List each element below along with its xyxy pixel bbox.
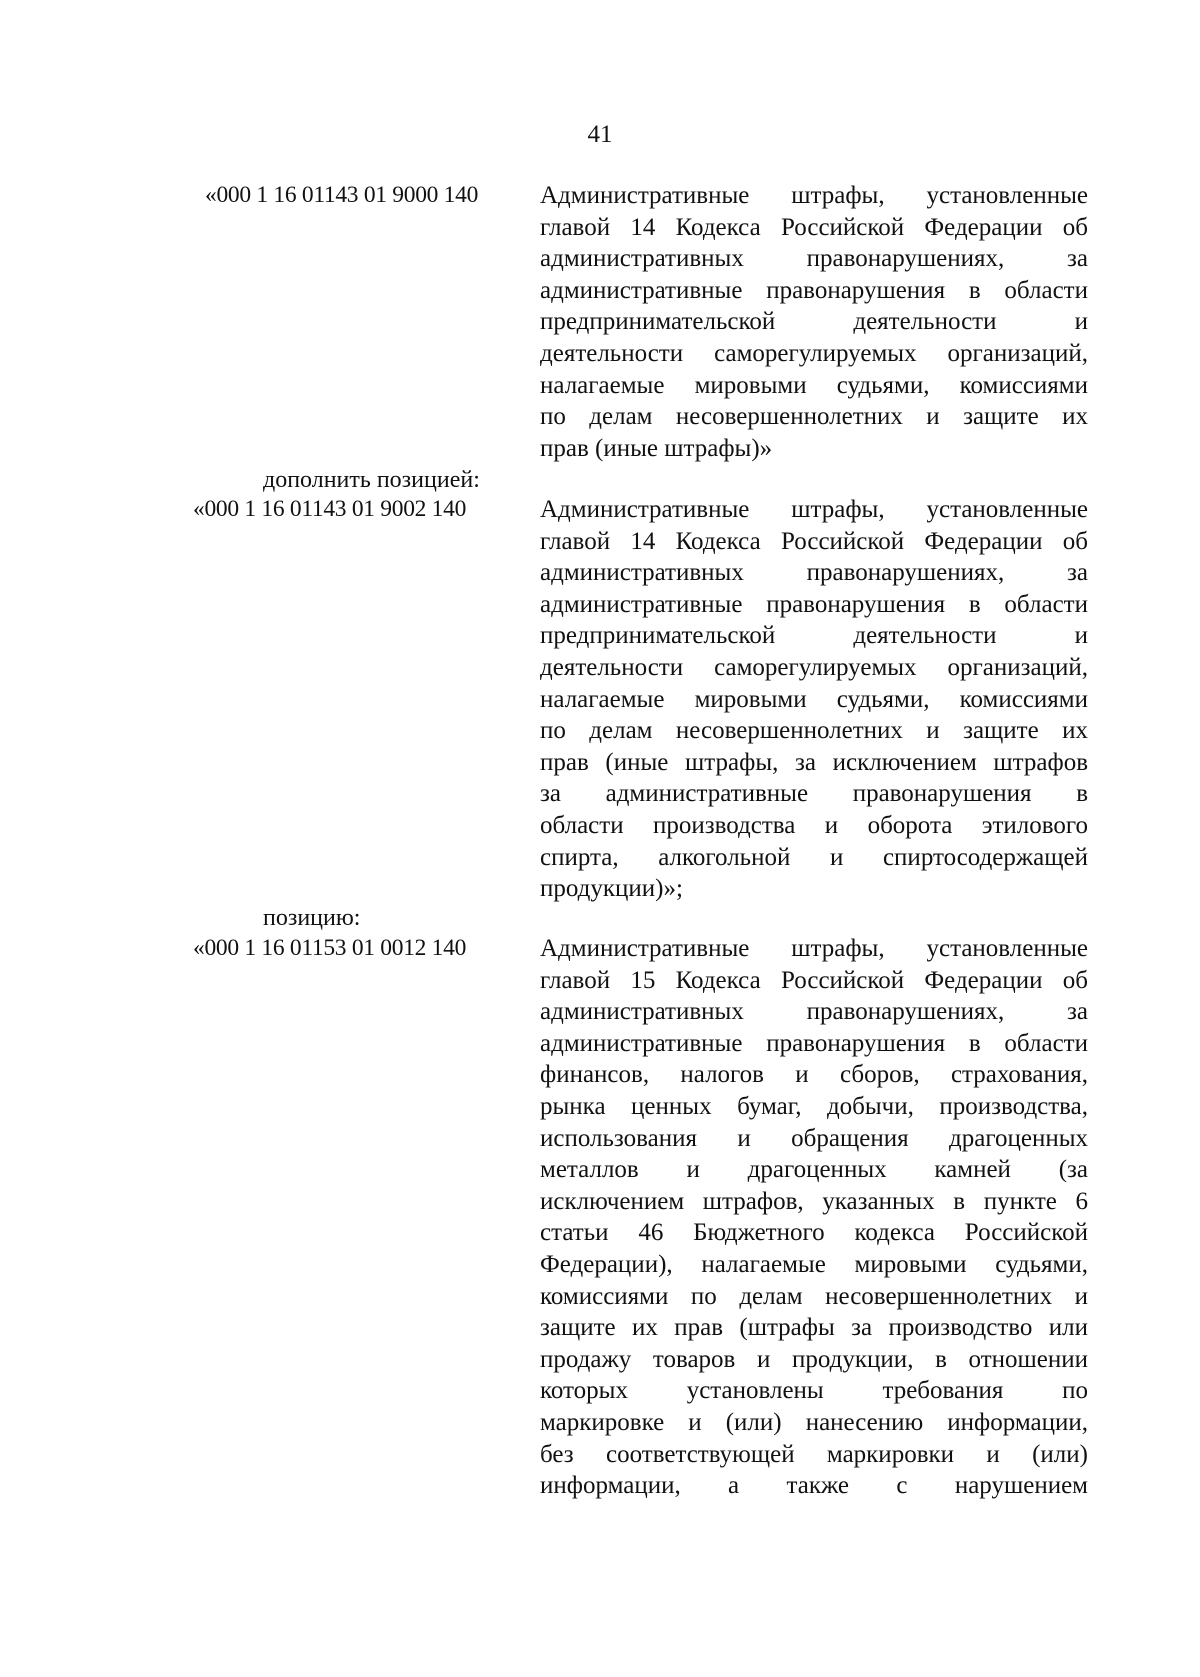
description-line: металлов и драгоценных камней (за (540, 1156, 1088, 1184)
description-line: по делам несовершеннолетних и защите их (540, 403, 1088, 431)
description-line: налагаемые мировыми судьями, комиссиями (540, 685, 1088, 713)
description-line: прав (иные штрафы)» (540, 434, 773, 462)
description-line: главой 14 Кодекса Российской Федерации об (540, 527, 1088, 555)
description-line: налагаемые мировыми судьями, комиссиями (540, 371, 1088, 399)
description-line: финансов, налогов и сборов, страхования, (540, 1061, 1088, 1089)
description-line: статьи 46 Бюджетного кодекса Российской (540, 1219, 1088, 1247)
description-line: информации, а также с нарушением (540, 1472, 1088, 1500)
description-line: маркировке и (или) нанесению информации, (540, 1408, 1088, 1436)
description-line: которых установлены требования по (540, 1377, 1088, 1405)
description-line: Федерации), налагаемые мировыми судьями, (540, 1250, 1088, 1278)
description-line: комиссиями по делам несовершеннолетних и (540, 1282, 1088, 1310)
description-line: деятельности саморегулируемых организаций, (540, 339, 1088, 367)
description-line: административных правонарушениях, за (540, 245, 1088, 273)
page-number: 41 (587, 121, 613, 148)
description-line: области производства и оборота этилового (540, 811, 1088, 839)
description-line: административные правонарушения в области (540, 1029, 1088, 1057)
description-line: деятельности саморегулируемых организаций, (540, 653, 1088, 681)
description-line: использования и обращения драгоценных (540, 1124, 1088, 1152)
description-line: защите их прав (штрафы за производство или (540, 1314, 1088, 1342)
description-line: предпринимательской деятельности и (540, 622, 1088, 650)
description-line: административные правонарушения в области (540, 276, 1088, 304)
budget-code: «000 1 16 01143 01 9000 140 (205, 182, 479, 208)
description-line: продажу товаров и продукции, в отношении (540, 1345, 1088, 1373)
description-line: предпринимательской деятельности и (540, 308, 1088, 336)
description-line: спирта, алкогольной и спиртосодержащей (540, 843, 1088, 871)
description-line: за административные правонарушения в (540, 780, 1088, 808)
description-line: административные правонарушения в области (540, 590, 1088, 618)
description-line: без соответствующей маркировки и (или) (540, 1440, 1088, 1468)
budget-code: «000 1 16 01153 01 0012 140 (193, 935, 467, 961)
amendment-label: дополнить позицией: (263, 467, 480, 493)
description-line: прав (иные штрафы, за исключением штрафов (540, 748, 1088, 776)
description-line: по делам несовершеннолетних и защите их (540, 717, 1088, 745)
budget-code: «000 1 16 01143 01 9002 140 (193, 496, 467, 522)
description-line: рынка ценных бумаг, добычи, производства, (540, 1092, 1088, 1120)
amendment-label: позицию: (263, 905, 361, 931)
description-line: главой 15 Кодекса Российской Федерации об (540, 966, 1088, 994)
entry-description (540, 933, 1088, 1502)
description-line: главой 14 Кодекса Российской Федерации об (540, 213, 1088, 241)
description-line: административных правонарушениях, за (540, 559, 1088, 587)
description-line: административных правонарушениях, за (540, 998, 1088, 1026)
description-line: Административные штрафы, установленные (540, 496, 1088, 523)
entry-description (540, 180, 1088, 464)
description-line: продукции)»; (540, 875, 683, 903)
description-line: Административные штрафы, установленные (540, 182, 1088, 209)
description-line: Административные штрафы, установленные (540, 935, 1088, 962)
description-line: исключением штрафов, указанных в пункте 6 (540, 1187, 1088, 1215)
entry-description (540, 494, 1088, 905)
